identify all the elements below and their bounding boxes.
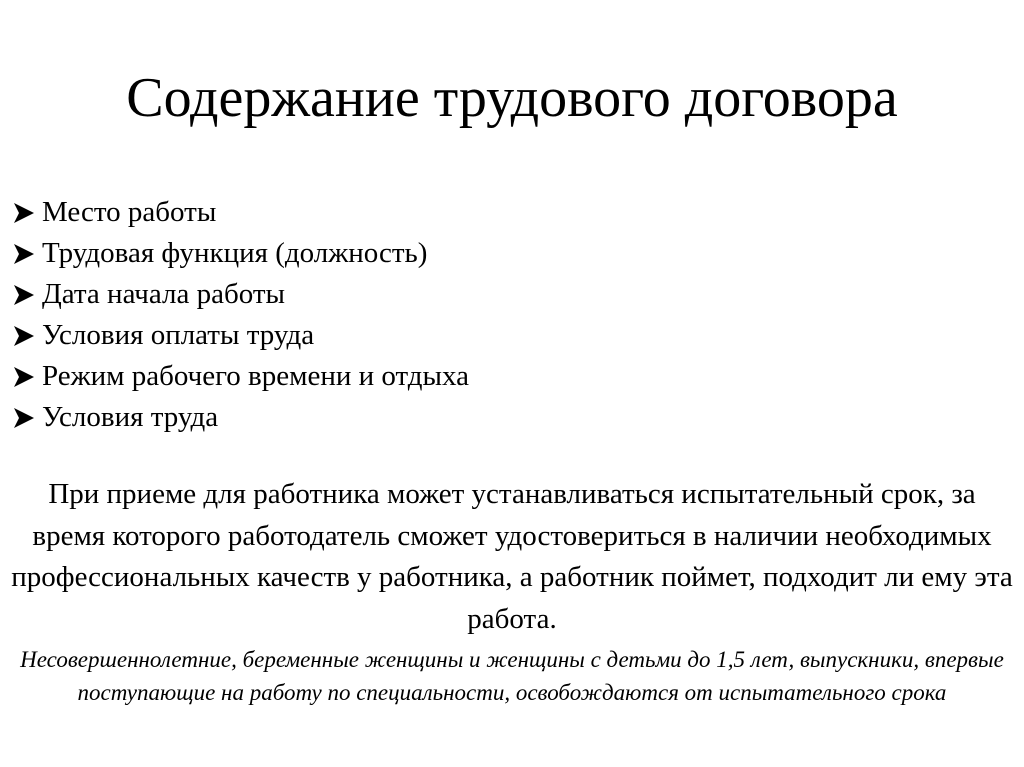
bullet-label: Дата начала работы bbox=[42, 278, 285, 310]
arrow-bullet-icon bbox=[8, 321, 38, 351]
exemption-note: Несовершеннолетние, беременные женщины и женщины с детьми до 1,5 лет, выпускники, впервые поступающие на работу по специальности, освобождаются от испытательного срока bbox=[20, 647, 1004, 705]
list-item bbox=[8, 397, 469, 438]
bullet-label: Режим рабочего времени и отдыха bbox=[42, 360, 470, 392]
probation-paragraph: При приеме для работника может устанавливаться испытательный срок, за время которого работодатель сможет удостовериться в наличии необходимых профессиональных качеств у работника, а работник поймет, подходит ли ему эта работа. bbox=[11, 478, 1013, 635]
bullet-label: Трудовая функция (должность) bbox=[42, 237, 428, 269]
arrow-bullet-icon bbox=[8, 280, 38, 310]
arrow-bullet-icon bbox=[8, 198, 38, 228]
arrow-bullet-icon bbox=[8, 362, 38, 392]
list-item bbox=[8, 192, 469, 233]
list-item bbox=[8, 233, 469, 274]
bullet-label: Место работы bbox=[42, 196, 217, 228]
bullet-label: Условия оплаты труда bbox=[42, 319, 315, 351]
list-item bbox=[8, 274, 469, 315]
list-item bbox=[8, 315, 469, 356]
list-item bbox=[8, 356, 469, 397]
slide-title: Содержание трудового договора bbox=[126, 67, 898, 129]
bullet-list bbox=[8, 192, 469, 438]
arrow-bullet-icon bbox=[8, 403, 38, 433]
bullet-label: Условия труда bbox=[42, 401, 219, 433]
arrow-bullet-icon bbox=[8, 239, 38, 269]
